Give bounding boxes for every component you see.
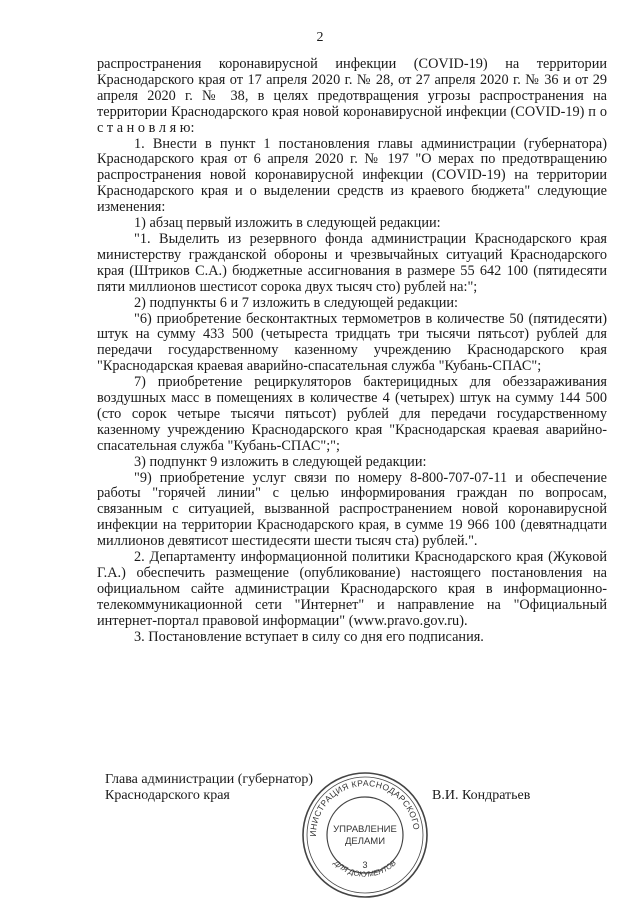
paragraph-item-2: 2. Департаменту информационной политики Краснодарского края (Жуковой Г.А.) обеспечить размещение (опубликование) настоящего постановления на официальном сайте администрации Краснодарского края в информационно-телекоммуникационной сети "Интернет" и направление на "Официальный интернет-портал правовой информации" (www.pravo.gov.ru). [97,549,607,629]
signatory-position [105,772,313,804]
page-number: 2 [316,30,324,45]
seal-ring-text: ИНИСТРАЦИЯ КРАСНОДАРСКОГО [307,777,422,837]
paragraph-quote-7: 7) приобретение рециркуляторов бактерицидных для обеззараживания воздушных масс в помещениях в количестве 4 (четырех) штук на сумму 144 500 (сто сорок четыре тысячи пятьсот) рублей для передачи государственному казенному учреждению Краснодарского края "Краснодарская краевая аварийно-спасательная служба "Кубань-СПАС";"; [97,374,607,454]
signatory-position-line1: Глава администрации (губернатор) [105,772,314,787]
official-seal-stamp [300,770,430,900]
document-body [97,57,607,646]
paragraph-subitem-2: 2) подпункты 6 и 7 изложить в следующей редакции: [134,294,458,311]
seal-number: 3 [362,860,368,870]
paragraph-subitem-3: 3) подпункт 9 изложить в следующей редакции: [134,453,427,470]
paragraph-item-3: 3. Постановление вступает в силу со дня его подписания. [134,628,484,645]
paragraph-quote-6: "6) приобретение бесконтактных термометров в количестве 50 (пятидесяти) штук на сумму 433 500 (четыреста тридцать три тысячи пятьсот) рублей для передачи государственному казенному учреждению Краснодарского края "Краснодарская краевая аварийно-спасательная служба "Кубань-СПАС"; [97,310,607,375]
signatory-position-line2: Краснодарского края [105,788,230,803]
seal-bottom-text: ДЛЯ ДОКУМЕНТОВ [332,858,398,879]
seal-icon [300,770,430,900]
paragraph-quote-1: "1. Выделить из резервного фонда администрации Краснодарского края министерству гражданской обороны и чрезвычайных ситуаций Краснодарского края (Штриков С.А.) бюджетные ассигнования в размере 55 642 100 (пятидесяти пяти миллионов шестисот сорока двух тысяч сто) рублей на:"; [97,230,607,295]
seal-center-line2: ДЕЛАМИ [344,836,386,847]
seal-center-line1: УПРАВЛЕНИЕ [333,824,397,835]
paragraph-preamble: распространения коронавирусной инфекции (COVID-19) на территории Краснодарского края от 17 апреля 2020 г. № 28, от 27 апреля 2020 г. № 36 и от 29 апреля 2020 г. № 38, в целях предотвращения угрозы распространения на территории Краснодарского края новой коронавирусной инфекции (COVID-19) п о с т а н о в л я ю: [97,56,607,136]
paragraph-item-1: 1. Внести в пункт 1 постановления главы администрации (губернатора) Краснодарского края от 6 апреля 2020 г. № 197 "О мерах по предотвращению распространения новой коронавирусной инфекции (COVID-19) на территории Краснодарского края и о выделении средств из краевого бюджета" следующие изменения: [97,135,607,216]
paragraph-subitem-1: 1) абзац первый изложить в следующей редакции: [134,215,441,232]
signatory-name: В.И. Кондратьев [432,788,531,803]
paragraph-quote-9: "9) приобретение услуг связи по номеру 8-800-707-07-11 и обеспечение работы "горячей линии" с целью информирования граждан по вопросам, связанным с ситуацией, вызванной распространением новой коронавирусной инфекции на территории Краснодарского края, в сумме 19 966 100 (девятнадцати миллионов девятисот шестидесяти шести тысяч ста) рублей.". [97,469,607,550]
